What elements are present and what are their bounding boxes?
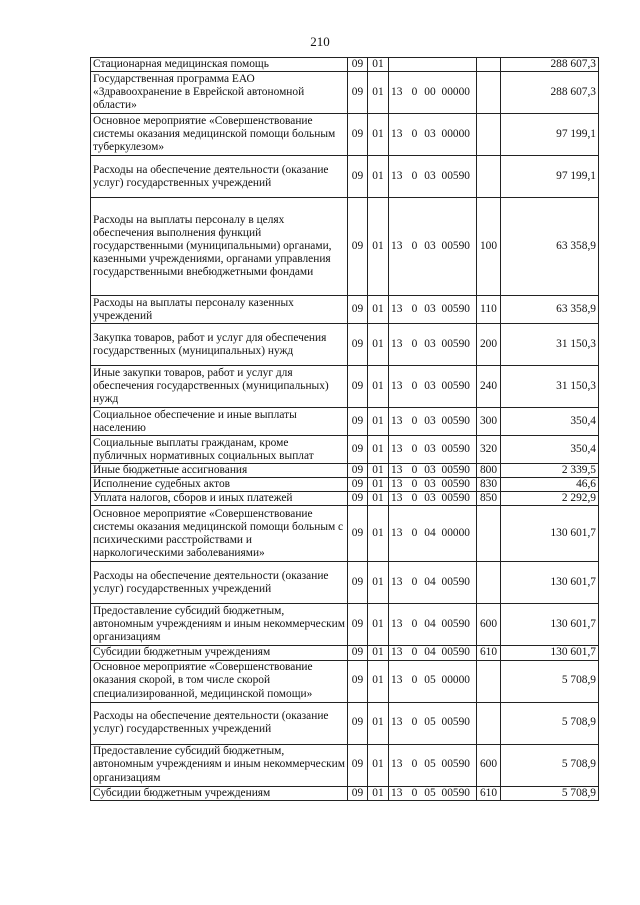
- table-row: [91, 786, 599, 800]
- program-code: 13: [389, 114, 409, 156]
- row-name: Стационарная медицинская помощь: [91, 58, 348, 72]
- subsection-code: 01: [368, 114, 389, 156]
- section-code: 09: [348, 478, 368, 492]
- expense-direction-code: 00590: [440, 604, 477, 646]
- amount: 63 358,9: [501, 296, 599, 324]
- table-row: [91, 492, 599, 506]
- section-code: 09: [348, 744, 368, 786]
- row-name: Предоставление субсидий бюджетным, автономным учреждениям и иным некоммерческим организациям: [91, 744, 348, 786]
- subsection-code: 01: [368, 324, 389, 366]
- main-activity-code: 05: [421, 744, 440, 786]
- table-row: [91, 506, 599, 562]
- expense-direction-code: 00590: [440, 492, 477, 506]
- expense-direction-code: 00590: [440, 464, 477, 478]
- section-code: 09: [348, 198, 368, 296]
- amount: 130 601,7: [501, 646, 599, 660]
- expense-direction-code: 00000: [440, 660, 477, 702]
- main-activity-code: 03: [421, 464, 440, 478]
- expense-direction-code: 00590: [440, 786, 477, 800]
- row-name: Социальные выплаты гражданам, кроме публичных нормативных социальных выплат: [91, 436, 348, 464]
- table-row: [91, 604, 599, 646]
- subprogram-code: 0: [409, 646, 421, 660]
- subprogram-code: 0: [409, 464, 421, 478]
- subsection-code: 01: [368, 506, 389, 562]
- row-name: Расходы на обеспечение деятельности (оказание услуг) государственных учреждений: [91, 702, 348, 744]
- section-code: 09: [348, 646, 368, 660]
- section-code: 09: [348, 114, 368, 156]
- main-activity-code: 05: [421, 660, 440, 702]
- table-row: [91, 408, 599, 436]
- expense-direction-code: 00590: [440, 198, 477, 296]
- section-code: 09: [348, 702, 368, 744]
- main-activity-code: 03: [421, 296, 440, 324]
- amount: 288 607,3: [501, 72, 599, 114]
- program-code: 13: [389, 296, 409, 324]
- subsection-code: 01: [368, 744, 389, 786]
- subsection-code: 01: [368, 72, 389, 114]
- expense-direction-code: 00590: [440, 646, 477, 660]
- main-activity-code: 00: [421, 72, 440, 114]
- table-row: [91, 562, 599, 604]
- subprogram-code: 0: [409, 604, 421, 646]
- amount: 130 601,7: [501, 604, 599, 646]
- amount: 5 708,9: [501, 702, 599, 744]
- program-code: 13: [389, 492, 409, 506]
- expense-type-code: 850: [477, 492, 501, 506]
- amount: 46,6: [501, 478, 599, 492]
- expense-type-code: 110: [477, 296, 501, 324]
- expense-direction-code: 00590: [440, 366, 477, 408]
- row-name: Субсидии бюджетным учреждениям: [91, 786, 348, 800]
- expense-type-code: 600: [477, 744, 501, 786]
- main-activity-code: 04: [421, 604, 440, 646]
- amount: 97 199,1: [501, 114, 599, 156]
- main-activity-code: 04: [421, 646, 440, 660]
- table-row: [91, 72, 599, 114]
- expense-type-code: [477, 58, 501, 72]
- amount: 31 150,3: [501, 366, 599, 408]
- subprogram-code: 0: [409, 408, 421, 436]
- expense-type-code: 100: [477, 198, 501, 296]
- expense-direction-code: 00590: [440, 324, 477, 366]
- expense-type-code: [477, 702, 501, 744]
- subprogram-code: 0: [409, 702, 421, 744]
- expense-direction-code: 00590: [440, 478, 477, 492]
- amount: 350,4: [501, 408, 599, 436]
- expense-direction-code: 00590: [440, 436, 477, 464]
- expense-type-code: [477, 72, 501, 114]
- program-code: 13: [389, 408, 409, 436]
- subsection-code: 01: [368, 604, 389, 646]
- subprogram-code: [409, 58, 421, 72]
- row-name: Социальное обеспечение и иные выплаты населению: [91, 408, 348, 436]
- expense-type-code: [477, 660, 501, 702]
- section-code: 09: [348, 464, 368, 478]
- expense-direction-code: 00590: [440, 296, 477, 324]
- subsection-code: 01: [368, 492, 389, 506]
- subprogram-code: 0: [409, 156, 421, 198]
- subprogram-code: 0: [409, 562, 421, 604]
- expense-type-code: 300: [477, 408, 501, 436]
- subprogram-code: 0: [409, 660, 421, 702]
- amount: 5 708,9: [501, 786, 599, 800]
- subprogram-code: 0: [409, 324, 421, 366]
- amount: 5 708,9: [501, 744, 599, 786]
- expense-type-code: [477, 562, 501, 604]
- subsection-code: 01: [368, 478, 389, 492]
- row-name: Субсидии бюджетным учреждениям: [91, 646, 348, 660]
- program-code: 13: [389, 702, 409, 744]
- row-name: Основное мероприятие «Совершенствование оказания скорой, в том числе скорой специализированной, медицинской помощи»: [91, 660, 348, 702]
- amount: 130 601,7: [501, 506, 599, 562]
- subprogram-code: 0: [409, 296, 421, 324]
- program-code: 13: [389, 660, 409, 702]
- table-row: [91, 156, 599, 198]
- subprogram-code: 0: [409, 436, 421, 464]
- table-row: [91, 744, 599, 786]
- expense-type-code: 240: [477, 366, 501, 408]
- table-row: [91, 324, 599, 366]
- row-name: Расходы на обеспечение деятельности (оказание услуг) государственных учреждений: [91, 156, 348, 198]
- subsection-code: 01: [368, 156, 389, 198]
- table-row: [91, 478, 599, 492]
- expense-type-code: 830: [477, 478, 501, 492]
- program-code: 13: [389, 646, 409, 660]
- main-activity-code: 03: [421, 156, 440, 198]
- row-name: Основное мероприятие «Совершенствование системы оказания медицинской помощи больным туберкулезом»: [91, 114, 348, 156]
- section-code: 09: [348, 408, 368, 436]
- amount: 5 708,9: [501, 660, 599, 702]
- table-row: [91, 660, 599, 702]
- budget-table-body: [91, 58, 599, 801]
- expense-direction-code: 00000: [440, 72, 477, 114]
- program-code: 13: [389, 562, 409, 604]
- subprogram-code: 0: [409, 506, 421, 562]
- amount: 288 607,3: [501, 58, 599, 72]
- row-name: Расходы на обеспечение деятельности (оказание услуг) государственных учреждений: [91, 562, 348, 604]
- subsection-code: 01: [368, 646, 389, 660]
- main-activity-code: 03: [421, 492, 440, 506]
- section-code: 09: [348, 436, 368, 464]
- expense-direction-code: 00590: [440, 156, 477, 198]
- row-name: Расходы на выплаты персоналу в целях обеспечения выполнения функций государственными (муниципальными) органами, казенными учреждениями, органами управления государственными внебюджетными фондами: [91, 198, 348, 296]
- subprogram-code: 0: [409, 492, 421, 506]
- expense-type-code: 610: [477, 646, 501, 660]
- expense-direction-code: 00000: [440, 114, 477, 156]
- table-row: [91, 198, 599, 296]
- section-code: 09: [348, 660, 368, 702]
- subsection-code: 01: [368, 660, 389, 702]
- section-code: 09: [348, 72, 368, 114]
- section-code: 09: [348, 562, 368, 604]
- row-name: Предоставление субсидий бюджетным, автономным учреждениям и иным некоммерческим организациям: [91, 604, 348, 646]
- main-activity-code: 04: [421, 506, 440, 562]
- main-activity-code: [421, 58, 440, 72]
- main-activity-code: 03: [421, 366, 440, 408]
- section-code: 09: [348, 366, 368, 408]
- subprogram-code: 0: [409, 72, 421, 114]
- amount: 350,4: [501, 436, 599, 464]
- subsection-code: 01: [368, 58, 389, 72]
- amount: 31 150,3: [501, 324, 599, 366]
- section-code: 09: [348, 324, 368, 366]
- section-code: 09: [348, 156, 368, 198]
- table-row: [91, 114, 599, 156]
- subsection-code: 01: [368, 436, 389, 464]
- program-code: 13: [389, 506, 409, 562]
- subsection-code: 01: [368, 702, 389, 744]
- table-row: [91, 646, 599, 660]
- subsection-code: 01: [368, 562, 389, 604]
- amount: 2 339,5: [501, 464, 599, 478]
- section-code: 09: [348, 492, 368, 506]
- table-row: [91, 702, 599, 744]
- program-code: 13: [389, 478, 409, 492]
- main-activity-code: 05: [421, 702, 440, 744]
- main-activity-code: 04: [421, 562, 440, 604]
- budget-table: [90, 57, 599, 801]
- row-name: Иные закупки товаров, работ и услуг для обеспечения государственных (муниципальных) нужд: [91, 366, 348, 408]
- program-code: 13: [389, 324, 409, 366]
- row-name: Расходы на выплаты персоналу казенных учреждений: [91, 296, 348, 324]
- expense-type-code: 320: [477, 436, 501, 464]
- table-row: [91, 58, 599, 72]
- program-code: 13: [389, 198, 409, 296]
- amount: 97 199,1: [501, 156, 599, 198]
- subprogram-code: 0: [409, 198, 421, 296]
- row-name: Исполнение судебных актов: [91, 478, 348, 492]
- program-code: 13: [389, 72, 409, 114]
- subsection-code: 01: [368, 464, 389, 478]
- expense-direction-code: 00590: [440, 702, 477, 744]
- program-code: 13: [389, 366, 409, 408]
- subsection-code: 01: [368, 786, 389, 800]
- subprogram-code: 0: [409, 744, 421, 786]
- subsection-code: 01: [368, 366, 389, 408]
- subprogram-code: 0: [409, 114, 421, 156]
- expense-direction-code: 00590: [440, 408, 477, 436]
- row-name: Основное мероприятие «Совершенствование системы оказания медицинской помощи больным с психическими расстройствами и наркологическими заболеваниями»: [91, 506, 348, 562]
- amount: 130 601,7: [501, 562, 599, 604]
- row-name: Закупка товаров, работ и услуг для обеспечения государственных (муниципальных) нужд: [91, 324, 348, 366]
- row-name: Иные бюджетные ассигнования: [91, 464, 348, 478]
- expense-type-code: [477, 114, 501, 156]
- expense-direction-code: [440, 58, 477, 72]
- expense-direction-code: 00000: [440, 506, 477, 562]
- subsection-code: 01: [368, 296, 389, 324]
- program-code: 13: [389, 156, 409, 198]
- table-row: [91, 436, 599, 464]
- expense-type-code: 200: [477, 324, 501, 366]
- row-name: Уплата налогов, сборов и иных платежей: [91, 492, 348, 506]
- program-code: 13: [389, 744, 409, 786]
- section-code: 09: [348, 506, 368, 562]
- expense-type-code: [477, 156, 501, 198]
- table-row: [91, 464, 599, 478]
- expense-direction-code: 00590: [440, 562, 477, 604]
- section-code: 09: [348, 296, 368, 324]
- program-code: 13: [389, 464, 409, 478]
- program-code: 13: [389, 604, 409, 646]
- expense-type-code: [477, 506, 501, 562]
- expense-type-code: 800: [477, 464, 501, 478]
- page-number: 210: [310, 34, 330, 49]
- main-activity-code: 03: [421, 114, 440, 156]
- table-row: [91, 366, 599, 408]
- section-code: 09: [348, 604, 368, 646]
- section-code: 09: [348, 786, 368, 800]
- program-code: 13: [389, 786, 409, 800]
- program-code: [389, 58, 409, 72]
- subsection-code: 01: [368, 198, 389, 296]
- subprogram-code: 0: [409, 366, 421, 408]
- program-code: 13: [389, 436, 409, 464]
- subsection-code: 01: [368, 408, 389, 436]
- expense-type-code: 610: [477, 786, 501, 800]
- section-code: 09: [348, 58, 368, 72]
- main-activity-code: 03: [421, 324, 440, 366]
- main-activity-code: 03: [421, 198, 440, 296]
- main-activity-code: 05: [421, 786, 440, 800]
- expense-direction-code: 00590: [440, 744, 477, 786]
- main-activity-code: 03: [421, 408, 440, 436]
- main-activity-code: 03: [421, 436, 440, 464]
- subprogram-code: 0: [409, 478, 421, 492]
- amount: 63 358,9: [501, 198, 599, 296]
- table-row: [91, 296, 599, 324]
- subprogram-code: 0: [409, 786, 421, 800]
- row-name: Государственная программа ЕАО «Здравоохранение в Еврейской автономной области»: [91, 72, 348, 114]
- main-activity-code: 03: [421, 478, 440, 492]
- expense-type-code: 600: [477, 604, 501, 646]
- amount: 2 292,9: [501, 492, 599, 506]
